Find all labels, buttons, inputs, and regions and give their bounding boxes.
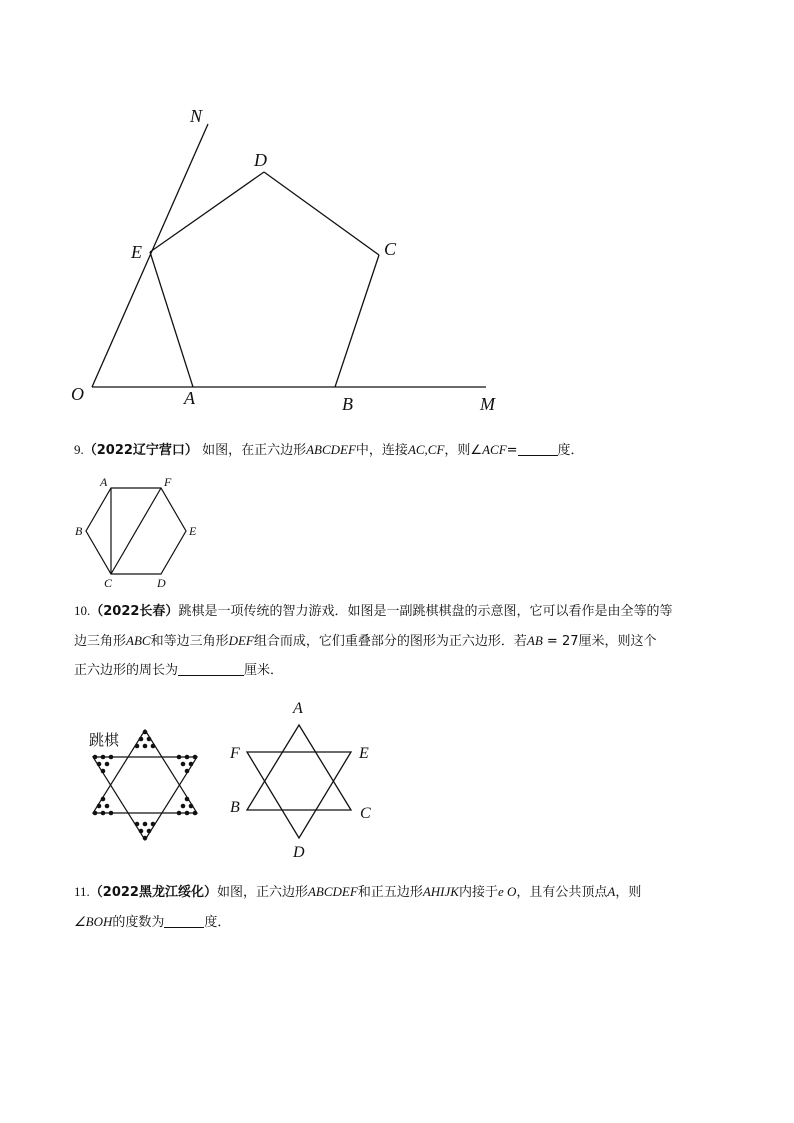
board-triangle-down — [93, 757, 197, 840]
star-label-F: F — [230, 745, 240, 762]
label-N: N — [190, 106, 203, 126]
peg-dot — [147, 737, 152, 742]
peg-dot — [105, 762, 110, 767]
peg-dot — [97, 804, 102, 809]
question-source: （2022黑龙江绥化） — [89, 885, 217, 900]
peg-dot — [185, 797, 190, 802]
peg-dot — [189, 804, 194, 809]
question-line-2 — [74, 626, 734, 656]
diagonal-CF — [111, 488, 161, 574]
question-11 — [74, 877, 734, 937]
peg-dot — [105, 804, 110, 809]
label-D: D — [254, 150, 267, 170]
vertex-name: A — [607, 884, 616, 899]
question-line-3 — [74, 656, 734, 685]
question-line-1 — [74, 877, 734, 907]
star-label-A: A — [293, 700, 303, 717]
angle-name: ACF — [482, 442, 507, 457]
star-label-C: C — [360, 805, 371, 822]
question-line-1 — [74, 596, 734, 626]
peg-dot — [193, 755, 198, 760]
question-10 — [74, 596, 734, 685]
peg-dot — [135, 822, 140, 827]
star-label-D: D — [293, 844, 305, 861]
hexagon-name: ABCDEF — [306, 442, 356, 457]
peg-dot — [109, 755, 114, 760]
triangle-DEF — [247, 752, 351, 838]
peg-dot — [97, 762, 102, 767]
peg-dot — [93, 811, 98, 816]
side-CB — [335, 255, 379, 387]
unit-text: 度． — [204, 915, 231, 930]
peg-dot — [147, 829, 152, 834]
pentagon-name: AHIJK — [422, 884, 459, 899]
hex-label-B: B — [75, 524, 83, 538]
peg-dot — [185, 755, 190, 760]
hex-label-F: F — [164, 475, 172, 489]
peg-dot — [189, 762, 194, 767]
question-number: 10. — [74, 603, 91, 618]
question-text: 正六边形的周长为 — [74, 663, 179, 678]
question-text: ，则 — [615, 885, 642, 900]
side-EA — [150, 252, 193, 387]
triangle-name: ABC — [126, 633, 151, 648]
question-text: 边三角形 — [74, 634, 127, 649]
peg-dot — [151, 744, 156, 749]
question-text: ，则∠ — [444, 443, 483, 458]
answer-blank[interactable] — [178, 661, 244, 676]
circle-name: e O — [497, 884, 517, 899]
angle-name: ∠BOH — [74, 914, 113, 929]
peg-dot — [193, 811, 198, 816]
question-text: 中，连接 — [355, 443, 408, 458]
pentagon-figure — [60, 100, 520, 420]
peg-dot — [101, 769, 106, 774]
peg-dot — [185, 769, 190, 774]
question-text: 跳棋是一项传统的智力游戏．如图是一副跳棋棋盘的示意图，它可以看作是由全等的等 — [178, 604, 673, 619]
peg-dot — [181, 762, 186, 767]
peg-dot — [143, 744, 148, 749]
peg-dot — [143, 836, 148, 841]
segment-names: AC,CF — [407, 442, 445, 457]
question-text: 和等边三角形 — [150, 634, 229, 649]
peg-dot — [151, 822, 156, 827]
question-text: 内接于 — [458, 885, 498, 900]
question-text: 厘米，则这个 — [578, 634, 657, 649]
side-DC — [264, 172, 379, 255]
question-text: 组合而成，它们重叠部分的图形为正六边形．若 — [253, 634, 527, 649]
peg-dot — [143, 822, 148, 827]
question-9 — [74, 435, 734, 465]
question-text: = — [506, 443, 518, 458]
question-text: 的度数为 — [112, 915, 165, 930]
hexagon-figure — [70, 472, 210, 594]
unit-text: 度． — [557, 443, 584, 458]
label-C: C — [384, 239, 397, 259]
triangle-name: DEF — [228, 633, 254, 648]
question-text: 和正五边形 — [357, 885, 423, 900]
peg-dot — [93, 755, 98, 760]
hex-label-C: C — [104, 576, 113, 590]
peg-dot — [177, 811, 182, 816]
segment-name: AB — [526, 633, 543, 648]
hexagon-name: ABCDEF — [307, 884, 358, 899]
label-M: M — [480, 394, 495, 414]
question-source: （2022辽宁营口） — [83, 443, 198, 458]
question-source: （2022长春） — [90, 604, 179, 619]
hex-label-E: E — [189, 524, 197, 538]
question-number: 11. — [74, 884, 90, 899]
label-E: E — [131, 242, 142, 262]
question-line-2 — [74, 907, 734, 937]
triangle-ABC — [247, 725, 351, 810]
checkers-board-figure — [84, 722, 206, 848]
peg-dot — [181, 804, 186, 809]
question-text: 如图，正六边形 — [216, 885, 308, 900]
peg-dot — [139, 829, 144, 834]
peg-dot — [185, 811, 190, 816]
peg-dot — [139, 737, 144, 742]
ray-ON — [92, 124, 208, 387]
question-number: 9. — [74, 442, 84, 457]
hex-label-A: A — [100, 475, 108, 489]
given-value: = 27 — [546, 634, 579, 649]
label-O: O — [71, 384, 84, 404]
peg-dot — [135, 744, 140, 749]
star-label-B: B — [230, 799, 240, 816]
peg-dot — [101, 811, 106, 816]
answer-blank[interactable] — [164, 913, 204, 928]
question-text: ，且有公共顶点 — [516, 885, 608, 900]
peg-dot — [109, 811, 114, 816]
peg-dot — [101, 797, 106, 802]
star-figure — [225, 695, 385, 865]
peg-dot — [101, 755, 106, 760]
star-label-E: E — [359, 745, 369, 762]
unit-text: 厘米． — [244, 663, 284, 678]
question-text: 如图，在正六边形 — [202, 443, 307, 458]
label-A: A — [184, 388, 195, 408]
side-ED — [150, 172, 264, 252]
peg-dot — [177, 755, 182, 760]
peg-dot — [143, 730, 148, 735]
answer-blank[interactable] — [518, 441, 558, 456]
board-label: 跳棋 — [89, 731, 120, 749]
label-B: B — [342, 394, 353, 414]
hex-label-D: D — [157, 576, 166, 590]
